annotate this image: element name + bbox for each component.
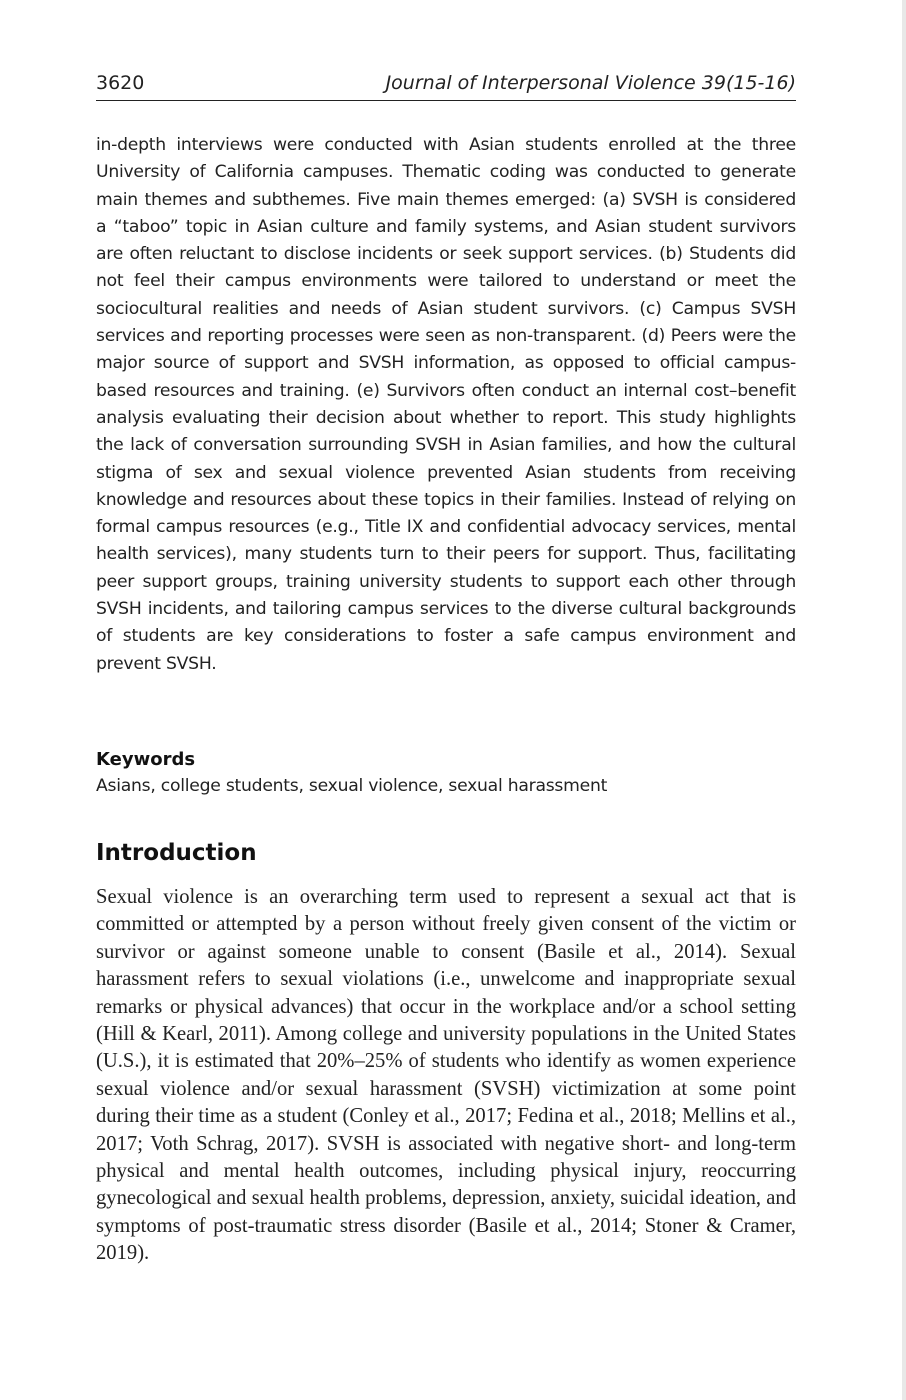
page-edge [902,0,906,1400]
running-header [96,70,796,101]
introduction-text: Sexual violence is an overarching term used to represent a sexual act that is committed or attempted by a person without freely given consent of the victim or survivor or against someone unable to consent (Basile et al., 2014). Sexual harassment refers to sexual violations (i.e., unwelcome and inappropriate sexual remarks or physical advances) that occur in the workplace and/​or a school setting (Hill & Kearl, 2011). Among college and university populations in the United States (U.S.), it is estimated that 20%–25% of students who identify as women experience sexual violence and/or sexual harassment (SVSH) victimization at some point during their time as a student (Conley et al., 2017; Fedina et al., 2018; Mellins et al., 2017; Voth Schrag, 2017). SVSH is associated with negative short- and long-term physical and mental health outcomes, including physical injury, reoccurring gynecological and sexual health problems, depression, anxiety, suicidal ideation, and symptoms of post-traumatic stress disorder (Basile et al., 2014; Stoner & Cramer, 2019). [96,886,796,1265]
keywords-list: Asians, college students, sexual violence, sexual harassment [96,776,608,796]
keywords-heading: Keywords [96,749,196,770]
page-number: 3620 [96,72,145,94]
abstract-text: in-depth interviews were conducted with Asian students enrolled at the three University of California campuses. Thematic coding was conducted to generate main themes and subthemes. Five main themes emerged: (a) SVSH is considered a “taboo” topic in Asian culture and family systems, and Asian student survivors are often reluctant to disclose incidents or seek support services. (b) Students did not feel their campus environments were tailored to understand or meet the sociocultural realities and needs of Asian student survivors. (c) Campus SVSH services and reporting processes were seen as non-transparent. (d) Peers were the major source of support and SVSH information, as opposed to official campus-based resources and training. (e) Survivors often conduct an internal cost–benefit analysis evaluating their decision about whether to report. This study highlights the lack of conversation surrounding SVSH in Asian families, and how the cultural stigma of sex and sexual violence prevented Asian students from receiving knowledge and resources about these topics in their families. Instead of relying on formal campus resources (e.g., Title IX and confidential advocacy services, mental health services), many students turn to their peers for support. Thus, facilitating peer support groups, training university students to support each other through SVSH incidents, and tailoring campus services to the diverse cultural backgrounds of students are key considerations to foster a safe campus environment and prevent SVSH. [96,135,796,674]
introduction-heading: Introduction [96,840,257,866]
journal-title: Journal of Interpersonal Violence 39(15-16) [385,72,796,94]
